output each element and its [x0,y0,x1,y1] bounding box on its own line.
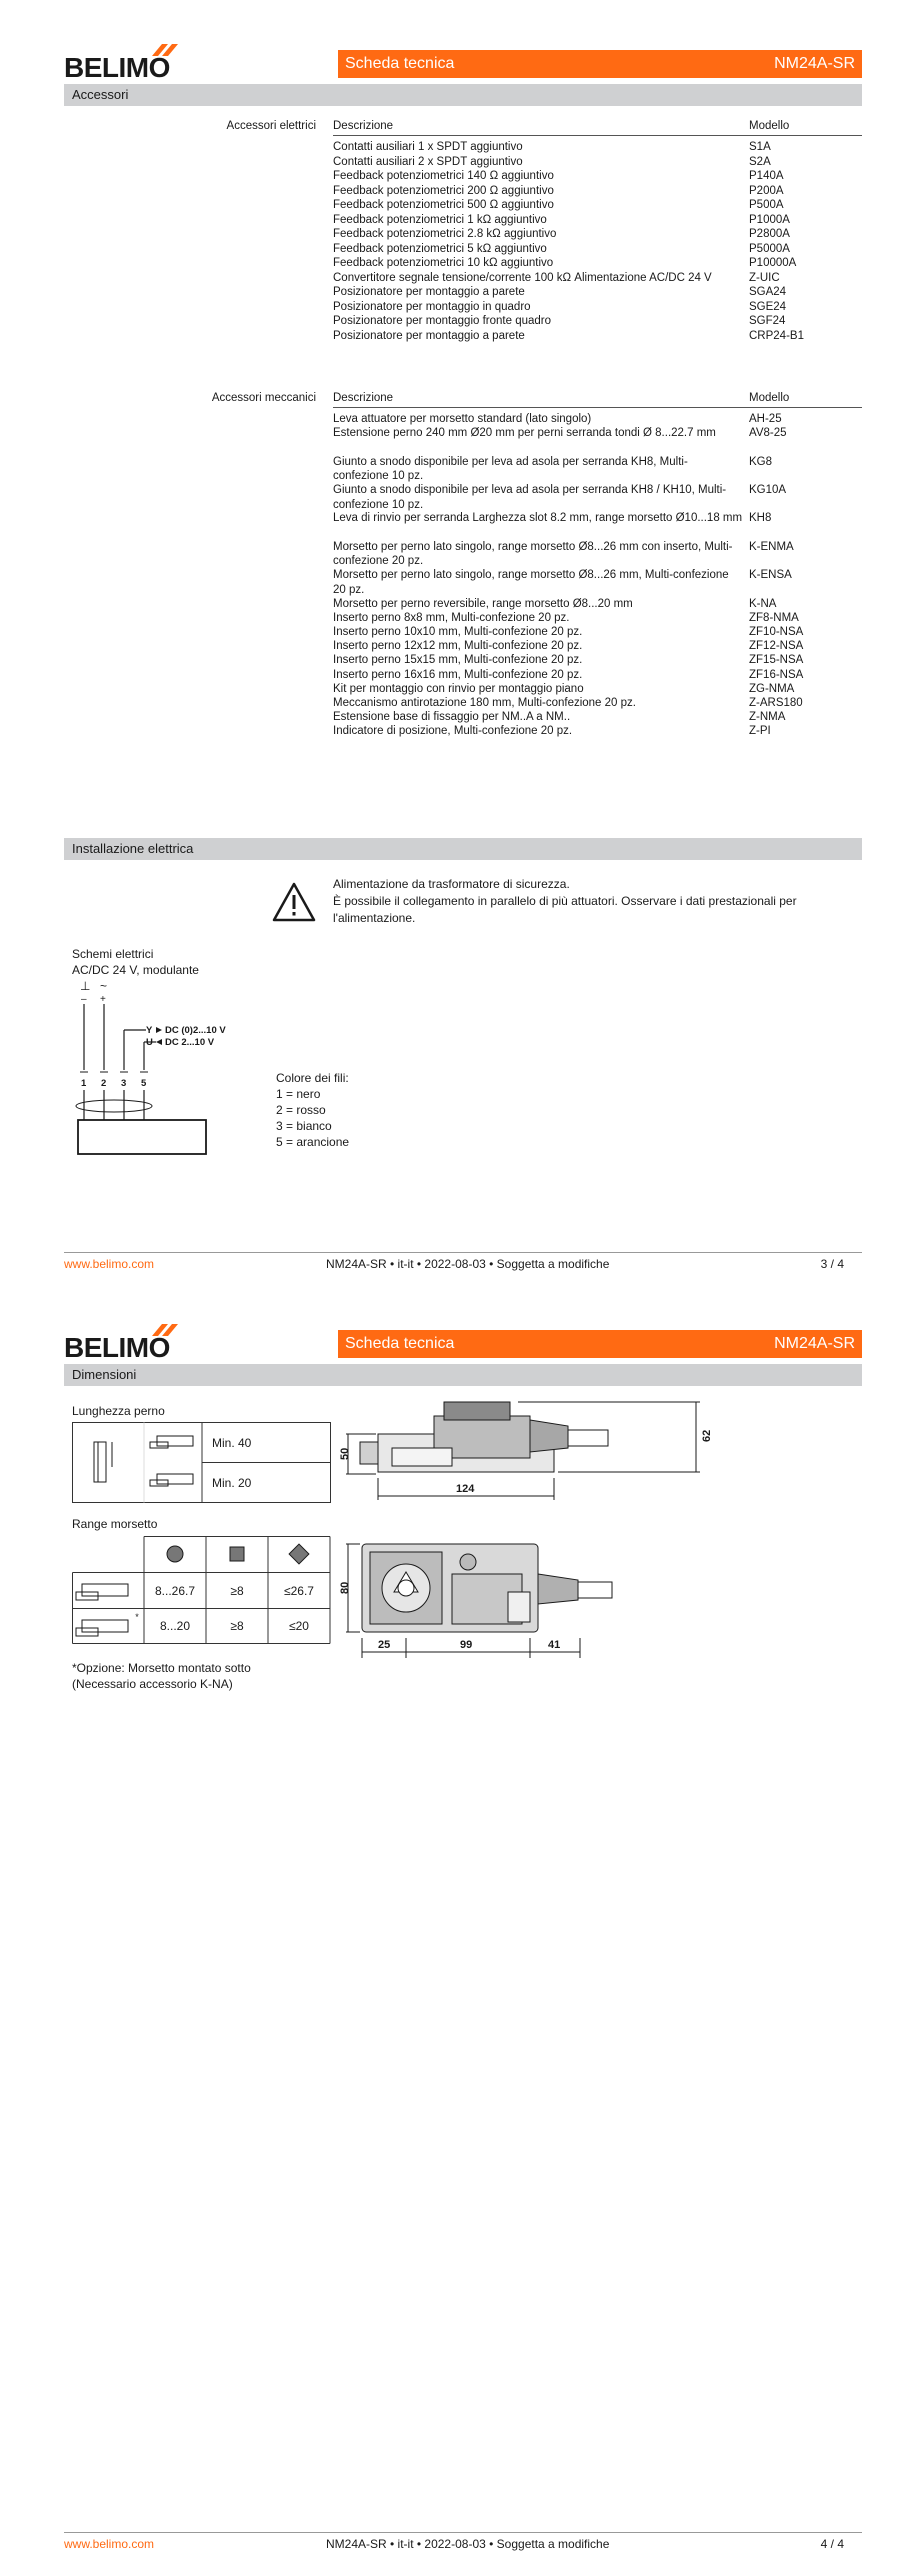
label-u: U [146,1037,153,1048]
shaft-length-table [72,1422,332,1504]
accessory-description: Posizionatore per montaggio a parete [333,286,525,298]
clamp-r2-c3: ≤20 [289,1619,309,1633]
accessory-description: Morsetto per perno lato singolo, range morsetto Ø8...26 mm, Multi-confezione 20 pz. [333,569,729,596]
accessory-model: SGA24 [749,286,787,298]
terminal-number: 2 [101,1078,107,1089]
accessory-description: Feedback potenziometrici 2.8 kΩ aggiuntivo [333,228,557,240]
label-y: Y [146,1025,153,1036]
header-model: NM24A-SR [774,1335,855,1352]
wire-color-5: 5 = arancione [276,1135,350,1149]
accessory-model: S1A [749,141,771,153]
round-shaft-icon [167,1546,183,1562]
accessory-model: K-ENSA [749,569,792,582]
clamp-r2-c1: 8...20 [159,1619,191,1633]
accessory-model: P1000A [749,213,790,226]
shaft-min20: Min. 20 [212,1476,252,1490]
ac-symbol: ~ [100,979,108,993]
accessory-description: Contatti ausiliari 2 x SPDT aggiuntivo [333,155,523,168]
schemes-sub: AC/DC 24 V, modulante [72,963,199,977]
accessory-model: ZF12-NSA [749,640,804,653]
accessory-description: Giunto a snodo disponibile per leva ad asola per serranda KH8 / KH10, Multi-confezione 10 pz. [333,484,727,511]
dim-124: 124 [456,1483,475,1495]
header-model: NM24A-SR [774,55,855,72]
wire-color-3: 3 = bianco [276,1119,332,1133]
clamp-r1-c3: ≤26.7 [284,1584,314,1598]
accessory-description: Convertitore segnale tensione/corrente 100 kΩ Alimentazione AC/DC 24 V [333,271,712,284]
accessory-model: P5000A [749,242,790,255]
col-desc: Descrizione [333,120,394,132]
dim-50: 50 [339,1447,351,1460]
table-header [333,120,862,136]
header-bar [338,50,862,78]
accessory-model: KG8 [749,455,773,468]
accessory-model: ZF15-NSA [749,654,804,667]
accessory-description: Morsetto per perno reversibile, range morsetto Ø8...20 mm [333,597,633,610]
accessory-model: P10000A [749,257,797,269]
accessory-model: ZF16-NSA [749,668,804,681]
diamond-shaft-icon [289,1544,309,1564]
wire-colors [276,1070,349,1150]
accessory-model: S2A [749,155,771,168]
footer-website[interactable]: www.belimo.com [64,2537,155,2551]
warning-line2: È possibile il collegamento in parallelo di più attuatori. Osservare i dati prestazionali per l'alimentazione. [333,894,797,925]
option-note-line2: (Necessario accessorio K-NA) [72,1677,233,1691]
option-note [72,1660,251,1692]
footer-page-number: 3 / 4 [820,1257,844,1271]
top-view-drawing [339,1534,720,1664]
clamp-r1-c1: 8...26.7 [154,1584,196,1598]
header-title: Scheda tecnica [345,55,455,72]
footer-doc-info: NM24A-SR • it-it • 2022-08-03 • Soggetta a modifiche [326,1257,610,1271]
wiring-diagram [72,980,272,1160]
accessory-model: Z-ARS180 [749,697,803,709]
header-title: Scheda tecnica [345,1335,455,1352]
accessory-model: K-ENMA [749,540,794,553]
accessory-model: ZF10-NSA [749,626,804,638]
accessory-model: ZF8-NMA [749,611,799,624]
belimo-logo [64,1322,184,1362]
gnd-symbol: ⊥ [80,979,91,993]
terminal-number: 3 [121,1078,127,1089]
accessory-description: Feedback potenziometrici 500 Ω aggiuntivo [333,199,554,211]
accessory-description: Inserto perno 8x8 mm, Multi-confezione 20 pz. [333,611,570,624]
wire-color-2: 2 = rosso [276,1103,326,1117]
dim-62: 62 [701,1429,713,1442]
shaft-min40: Min. 40 [212,1436,252,1450]
accessory-description: Contatti ausiliari 1 x SPDT aggiuntivo [333,141,523,153]
header-bar [338,1330,862,1358]
accessory-description: Estensione perno 240 mm Ø20 mm per perni serranda tondi Ø 8...22.7 mm [333,427,716,440]
warning-icon [272,882,316,922]
table-header [333,392,862,408]
logo-text: BELIMO [64,1332,170,1363]
accessory-description: Inserto perno 12x12 mm, Multi-confezione 20 pz. [333,640,583,653]
accessory-model: ZG-NMA [749,682,795,695]
footer-website[interactable]: www.belimo.com [64,1257,155,1271]
accessory-description: Giunto a snodo disponibile per leva ad asola per serranda KH8, Multi-confezione 10 pz. [333,455,688,483]
side-view-drawing [339,1396,720,1516]
warning-text [333,876,863,927]
col-desc: Descrizione [333,392,394,404]
section-dimensioni: Dimensioni [64,1364,862,1386]
clamp-r2-c2: ≥8 [230,1619,244,1633]
accessory-description: Feedback potenziometrici 1 kΩ aggiuntivo [333,213,547,226]
accessory-model: AH-25 [749,413,782,425]
accessory-model: Z-UIC [749,271,780,284]
group-label: Accessori meccanici [211,392,316,404]
accessory-description: Feedback potenziometrici 200 Ω aggiuntivo [333,184,554,197]
warning-line1: Alimentazione da trasformatore di sicurezza. [333,877,570,891]
group-label: Accessori elettrici [226,120,316,132]
accessory-model: CRP24-B1 [749,329,804,342]
accessory-description: Kit per montaggio con rinvio per montaggio piano [333,682,584,695]
dim-99: 99 [460,1639,473,1651]
belimo-logo [64,42,184,82]
accessory-model: P200A [749,184,784,197]
accessory-model: KG10A [749,484,787,496]
accessory-description: Estensione base di fissaggio per NM..A a NM.. [333,711,571,724]
accessory-description: Posizionatore per montaggio fronte quadro [333,315,552,327]
col-model: Modello [749,120,790,132]
accessory-description: Inserto perno 10x10 mm, Multi-confezione 20 pz. [333,626,583,638]
actuator-box [78,1120,206,1154]
accessory-model: K-NA [749,597,777,610]
clamp-range-table [72,1536,332,1644]
col-model: Modello [749,392,790,404]
accessory-model: SGF24 [749,315,786,327]
accessory-description: Feedback potenziometrici 5 kΩ aggiuntivo [333,242,547,255]
clamp-star: * [135,1612,139,1622]
dim-25: 25 [378,1639,391,1651]
accessory-description: Inserto perno 16x16 mm, Multi-confezione 20 pz. [333,668,583,681]
footer-page-number: 4 / 4 [820,2537,844,2551]
accessory-description: Morsetto per perno lato singolo, range morsetto Ø8...26 mm con inserto, Multi-confezione 20 pz. [333,540,733,568]
accessory-description: Feedback potenziometrici 10 kΩ aggiuntivo [333,257,554,269]
plus-symbol: + [100,994,106,1005]
page-4 [0,1280,906,2560]
accessory-description: Indicatore di posizione, Multi-confezione 20 pz. [333,725,573,738]
accessory-description: Leva attuatore per morsetto standard (lato singolo) [333,413,592,425]
dim-41: 41 [548,1639,561,1651]
option-note-line1: *Opzione: Morsetto montato sotto [72,1661,251,1675]
clamp-icon [76,1584,128,1636]
terminal-number: 1 [81,1078,87,1089]
clamp-r1-c2: ≥8 [230,1584,244,1598]
terminal-number: 5 [141,1078,147,1089]
accessory-model: Z-NMA [749,711,786,724]
dim-80: 80 [339,1581,351,1594]
schemes-title: Schemi elettrici [72,947,154,961]
logo-text: BELIMO [64,52,170,83]
accessory-description: Feedback potenziometrici 140 Ω aggiuntivo [333,170,554,182]
accessory-model: AV8-25 [749,427,787,440]
accessory-description: Posizionatore per montaggio a parete [333,329,525,342]
label-y-signal: DC (0)2...10 V [165,1025,226,1036]
shaft-length-title: Lunghezza perno [72,1404,165,1418]
footer [64,2532,862,2552]
section-accessori: Accessori [64,84,862,106]
accessory-model: KH8 [749,512,772,525]
accessory-model: P2800A [749,228,790,240]
accessory-model: Z-PI [749,725,771,738]
accessory-model: SGE24 [749,300,787,313]
minus-symbol: – [81,994,87,1005]
wire-colors-title: Colore dei fili: [276,1071,349,1085]
accessory-model: P140A [749,170,784,182]
label-u-signal: DC 2...10 V [165,1037,215,1048]
accessory-description: Leva di rinvio per serranda Larghezza slot 8.2 mm, range morsetto Ø10...18 mm [333,512,743,525]
accessory-description: Meccanismo antirotazione 180 mm, Multi-confezione 20 pz. [333,697,636,709]
section-installazione: Installazione elettrica [64,838,862,860]
clamp-range-title: Range morsetto [72,1517,158,1531]
accessory-description: Posizionatore per montaggio in quadro [333,300,531,313]
square-shaft-icon [230,1547,244,1561]
footer [64,1252,862,1272]
accessory-model: P500A [749,199,784,211]
accessory-description: Inserto perno 15x15 mm, Multi-confezione 20 pz. [333,654,583,667]
wire-color-1: 1 = nero [276,1087,321,1101]
footer-doc-info: NM24A-SR • it-it • 2022-08-03 • Soggetta a modifiche [326,2537,610,2551]
